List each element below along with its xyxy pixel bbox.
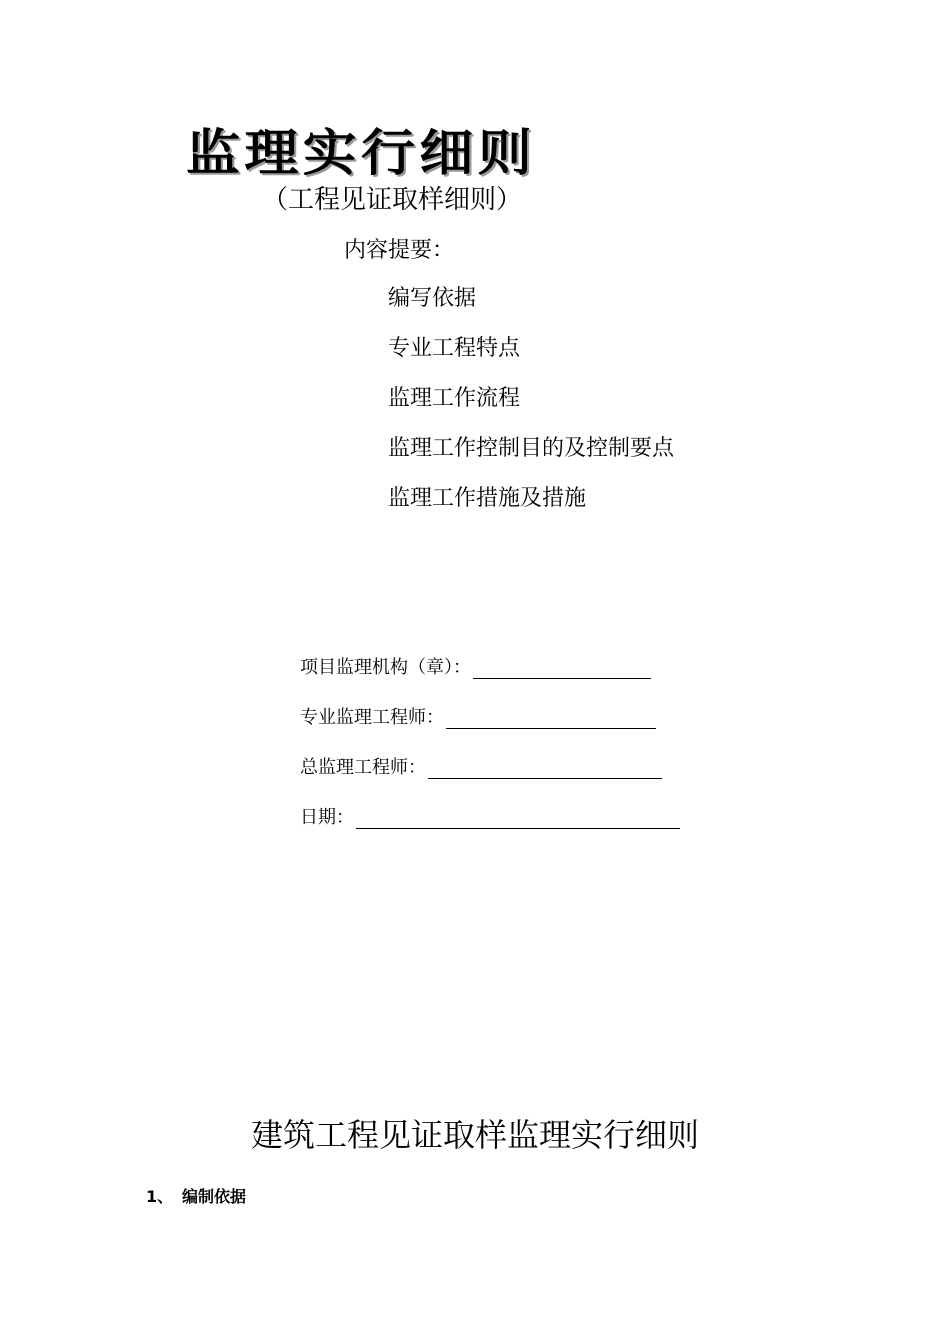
sign-line-date — [356, 806, 680, 829]
section-title: 编制依据 — [182, 1187, 247, 1206]
sign-row-chief — [300, 733, 720, 783]
sign-label-chief: 总监理工程师： — [300, 757, 426, 778]
sign-label-agency: 项目监理机构（章）： — [300, 657, 471, 678]
summary-item: 监理工作控制目的及控制要点 — [388, 436, 675, 461]
signature-block — [300, 633, 720, 833]
sign-line-engineer — [446, 706, 656, 729]
summary-item: 监理工作措施及措施 — [388, 486, 587, 511]
sign-row-agency — [300, 633, 720, 683]
summary-heading: 内容提要： — [344, 238, 455, 263]
summary-list — [388, 283, 674, 533]
sign-label-engineer: 专业监理工程师： — [300, 707, 444, 728]
document-title: 建筑工程见证取样监理实行细则 — [250, 1116, 699, 1154]
sign-label-date: 日期： — [300, 807, 354, 828]
sign-row-date — [300, 783, 720, 833]
section-heading — [146, 1183, 246, 1211]
section-number: 1、 — [146, 1187, 174, 1206]
sign-line-agency — [473, 656, 651, 679]
cover-subtitle: （工程见证取样细则） — [262, 185, 523, 215]
summary-item: 专业工程特点 — [388, 336, 521, 361]
sign-line-chief — [428, 756, 662, 779]
summary-item: 监理工作流程 — [388, 386, 521, 411]
summary-item: 编写依据 — [388, 286, 477, 311]
cover-title: 监理实行细则 — [186, 124, 536, 182]
sign-row-engineer — [300, 683, 720, 733]
